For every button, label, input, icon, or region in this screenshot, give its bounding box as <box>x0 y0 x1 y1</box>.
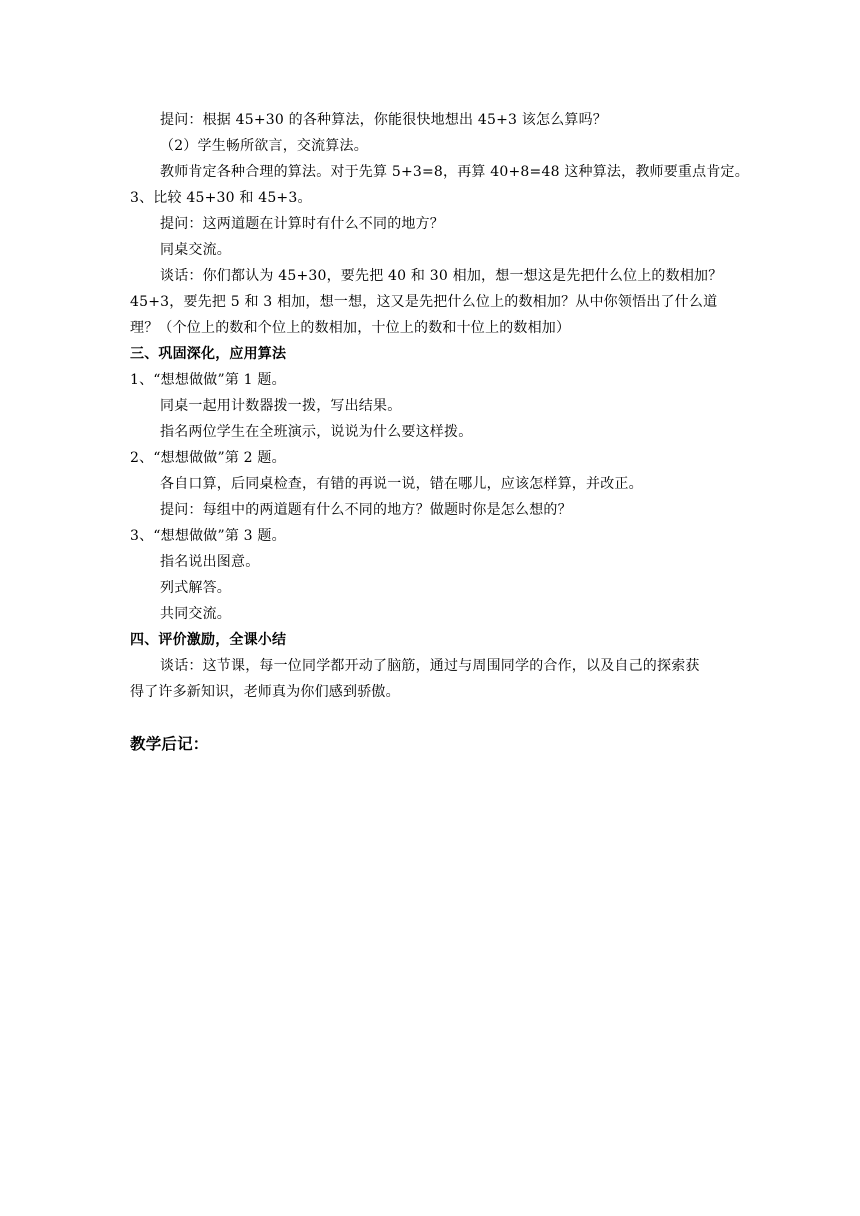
numbered-item: 2、“想想做做”第 2 题。 <box>130 450 286 466</box>
body-line: 理？（个位上的数和个位上的数相加，十位上的数和十位上的数相加） <box>130 320 571 336</box>
section-heading: 三、巩固深化，应用算法 <box>130 346 287 362</box>
step-line: （2）学生畅所欲言，交流算法。 <box>160 138 368 154</box>
question-line: 提问：这两道题在计算时有什么不同的地方？ <box>160 216 444 232</box>
body-line: 各自口算，后同桌检查，有错的再说一说，错在哪儿，应该怎样算，并改正。 <box>160 476 643 492</box>
body-line: 45+3，要先把 5 和 3 相加，想一想，这又是先把什么位上的数相加？从中你领悟出了什么道 <box>130 294 718 310</box>
question-line: 提问：根据 45+30 的各种算法，你能很快地想出 45+3 该怎么算吗？ <box>160 112 608 128</box>
section-heading: 四、评价激励，全课小结 <box>130 632 287 648</box>
afterword-label: 教学后记： <box>130 735 209 753</box>
body-line: 同桌一起用计数器拨一拨，写出结果。 <box>160 398 402 414</box>
body-line: 共同交流。 <box>160 606 231 622</box>
talk-line: 谈话：这节课，每一位同学都开动了脑筋，通过与周围同学的合作，以及自己的探索获 <box>160 658 700 674</box>
numbered-item: 1、“想想做做”第 1 题。 <box>130 372 286 388</box>
body-line: 列式解答。 <box>160 580 231 596</box>
body-line: 指名说出图意。 <box>160 554 260 570</box>
numbered-item: 3、比较 45+30 和 45+3。 <box>130 190 312 206</box>
question-line: 提问：每组中的两道题有什么不同的地方？做题时你是怎么想的？ <box>160 502 572 518</box>
body-line: 教师肯定各种合理的算法。对于先算 5+3=8，再算 40+8=48 这种算法，教师要重点肯定。 <box>160 164 749 180</box>
talk-line: 谈话：你们都认为 45+30，要先把 40 和 30 相加，想一想这是先把什么位上的数相加？ <box>160 268 723 284</box>
body-line: 同桌交流。 <box>160 242 231 258</box>
body-line: 指名两位学生在全班演示，说说为什么要这样拨。 <box>160 424 473 440</box>
numbered-item: 3、“想想做做”第 3 题。 <box>130 528 286 544</box>
body-line: 得了许多新知识，老师真为你们感到骄傲。 <box>130 684 400 700</box>
